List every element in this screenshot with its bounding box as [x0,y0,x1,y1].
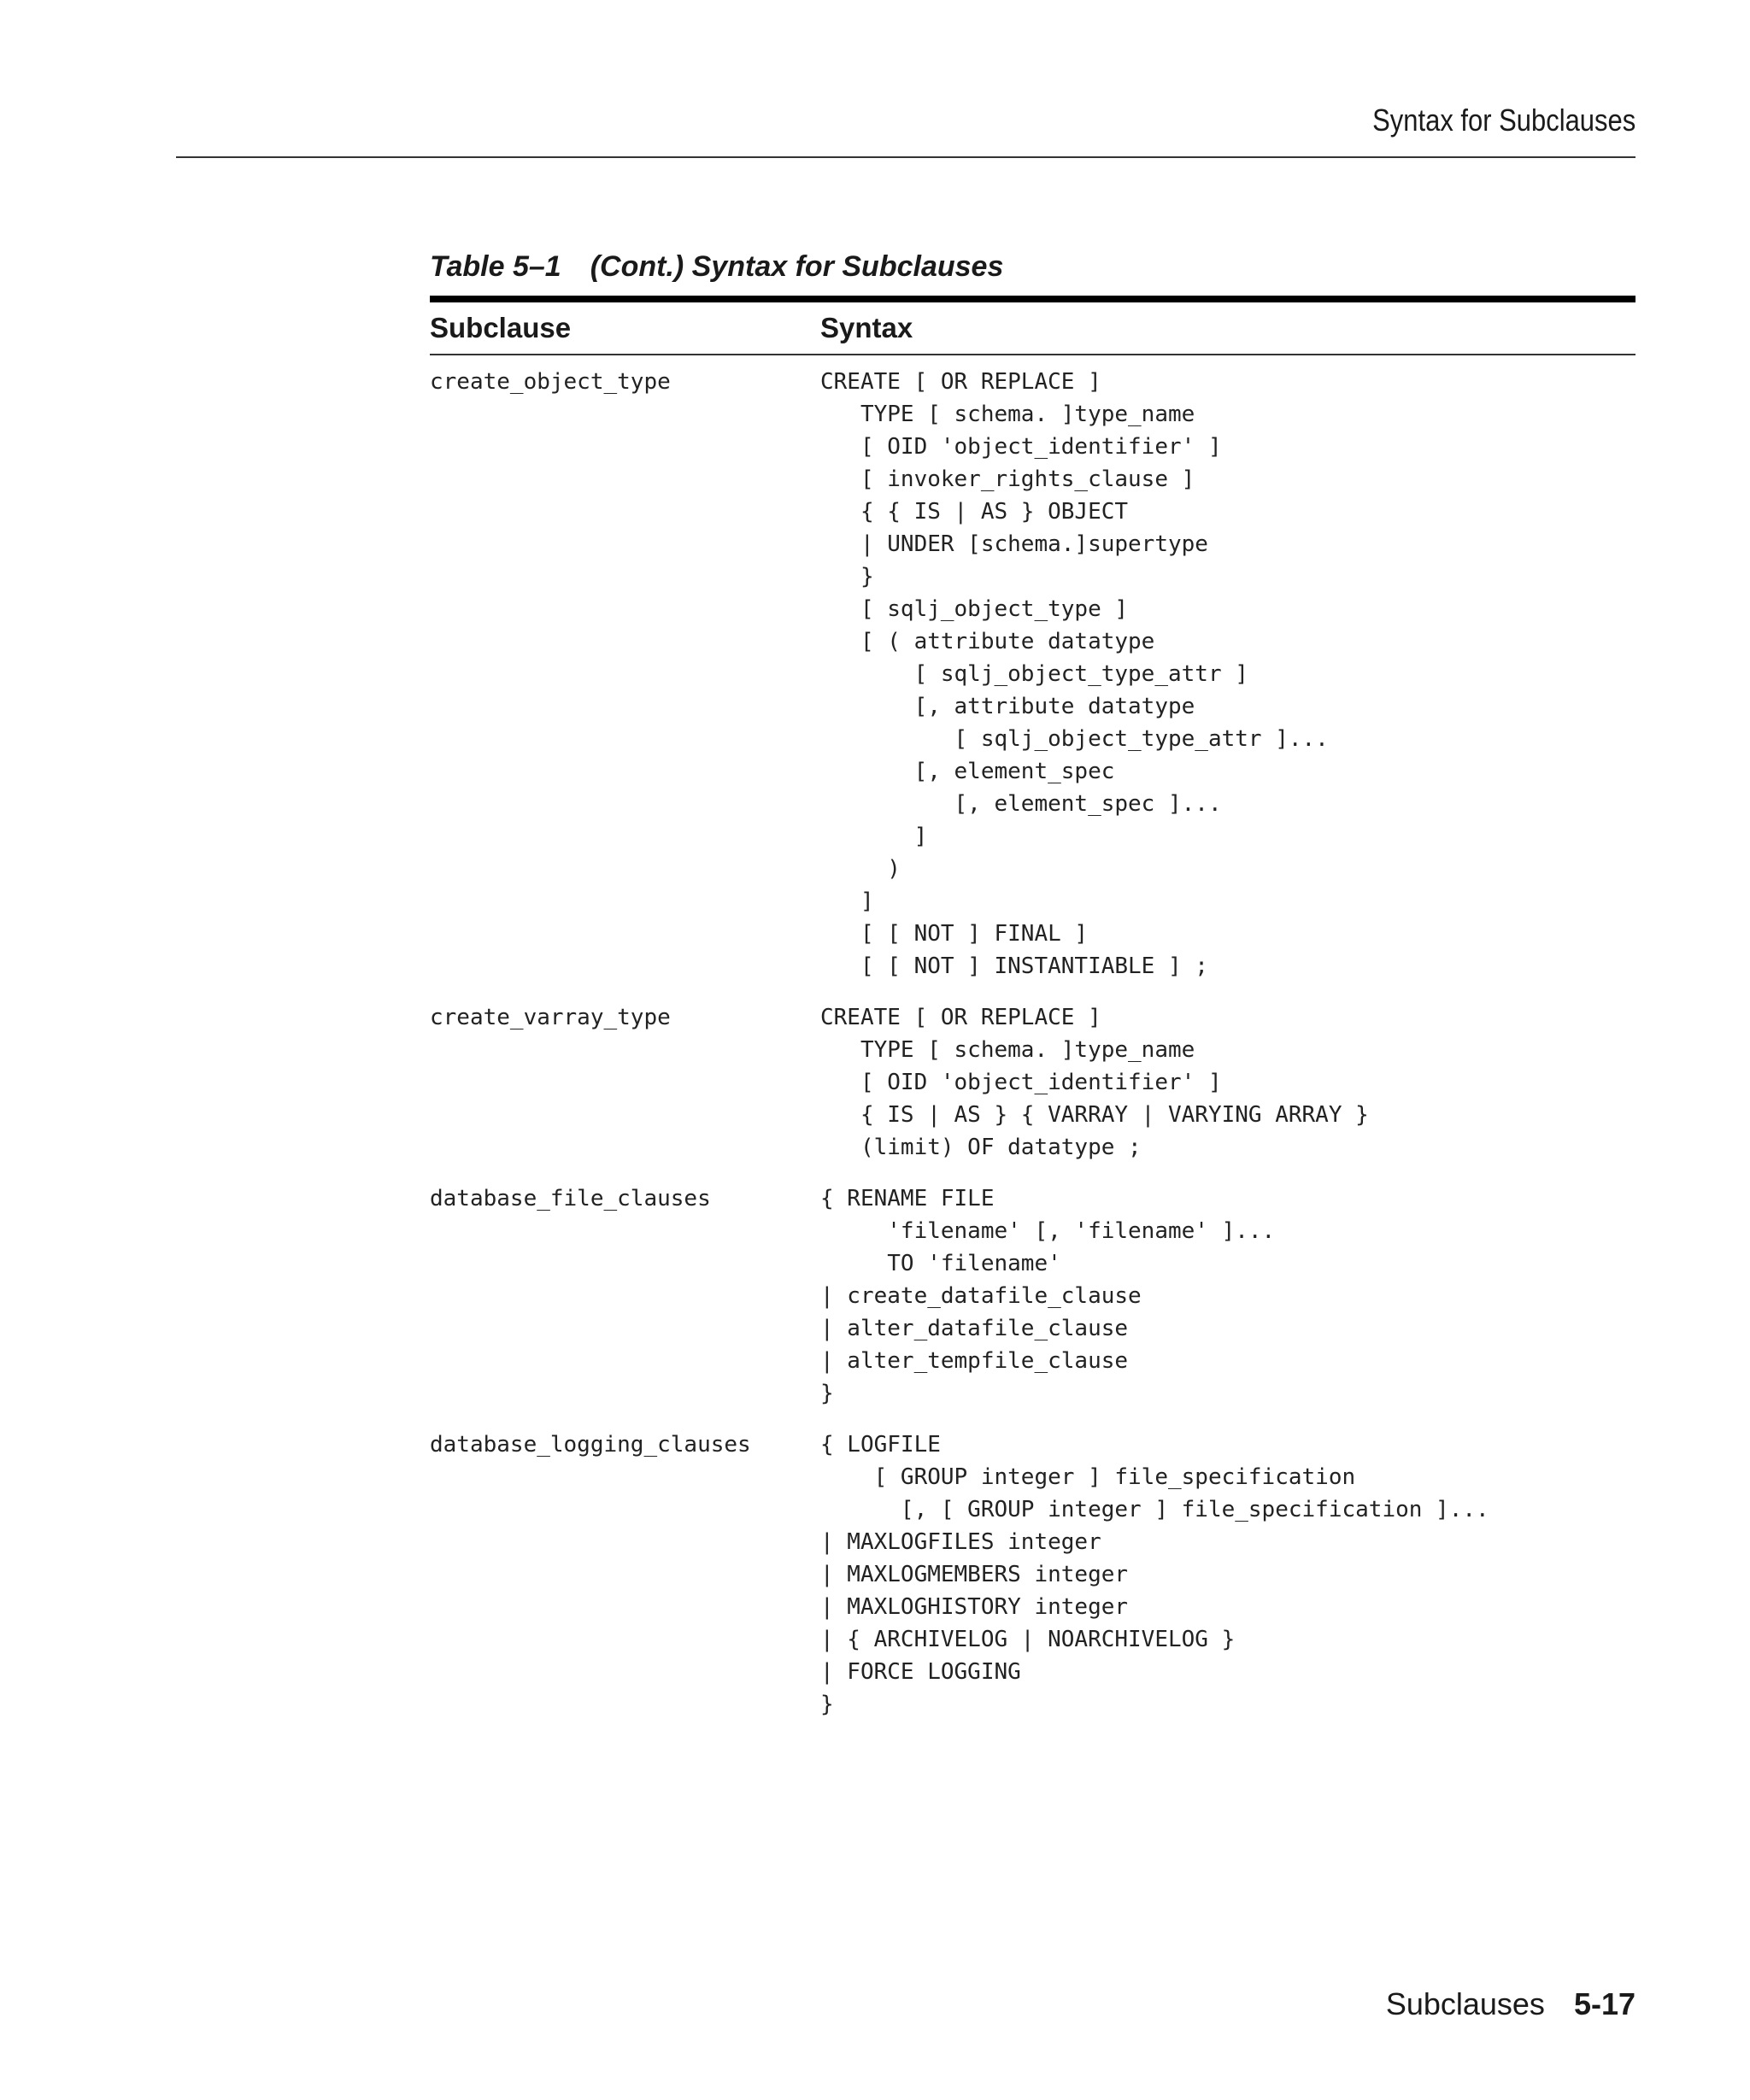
table-row [430,1428,1635,1721]
running-head-title: Syntax for Subclauses [1371,103,1635,138]
table-row [430,1001,1635,1164]
page-number: 5-17 [1573,1986,1635,2021]
subclause-name: create_varray_type [430,1005,671,1030]
footer-section-title: Subclauses [1385,1986,1545,2021]
table-row [430,366,1635,983]
subclause-name: create_object_type [430,369,671,395]
column-header-subclause: Subclause [430,312,572,343]
syntax-table [430,248,1635,1721]
subclause-name: database_file_clauses [430,1186,711,1211]
table-top-rule [430,296,1635,302]
column-header-syntax: Syntax [820,312,913,343]
syntax-code: CREATE [ OR REPLACE ] TYPE [ schema. ]type_name [ OID 'object_identifier' ] { IS | AS } { VARRAY | VARYING ARRAY } (limit) OF datatype ; [820,1005,1369,1160]
table-caption [430,248,1635,285]
table-body [430,355,1635,1721]
header-rule [176,156,1635,158]
table-header-row [430,302,1635,355]
syntax-code: { LOGFILE [ GROUP integer ] file_specification [, [ GROUP integer ] file_specification ]... | MAXLOGFILES integer | MAXLOGMEMBERS integer | MAXLOGHISTORY integer | { ARCHIVELOG | NOARCHIVELOG } | FORCE LOGGING } [820,1432,1489,1717]
table-title: (Cont.) Syntax for Subclauses [590,250,1004,283]
table-number: Table 5–1 [430,250,561,283]
page-footer [1386,1986,1635,2022]
syntax-code: { RENAME FILE 'filename' [, 'filename' ]... TO 'filename' | create_datafile_clause | alter_datafile_clause | alter_tempfile_clause } [820,1186,1276,1406]
table-row [430,1182,1635,1410]
subclause-name: database_logging_clauses [430,1432,751,1458]
syntax-code: CREATE [ OR REPLACE ] TYPE [ schema. ]type_name [ OID 'object_identifier' ] [ invoker_rights_clause ] { { IS | AS } OBJECT | UNDER [schema.]supertype } [ sqlj_object_type ] [ ( attribute datatype [ sqlj_object_type_attr ] [, attribute datatype [ sqlj_object_type_attr ]... [, element_spec [, element_spec ]... ] ) ] [ [ NOT ] FINAL ] [ [ NOT ] INSTANTIABLE ] ; [820,369,1329,979]
